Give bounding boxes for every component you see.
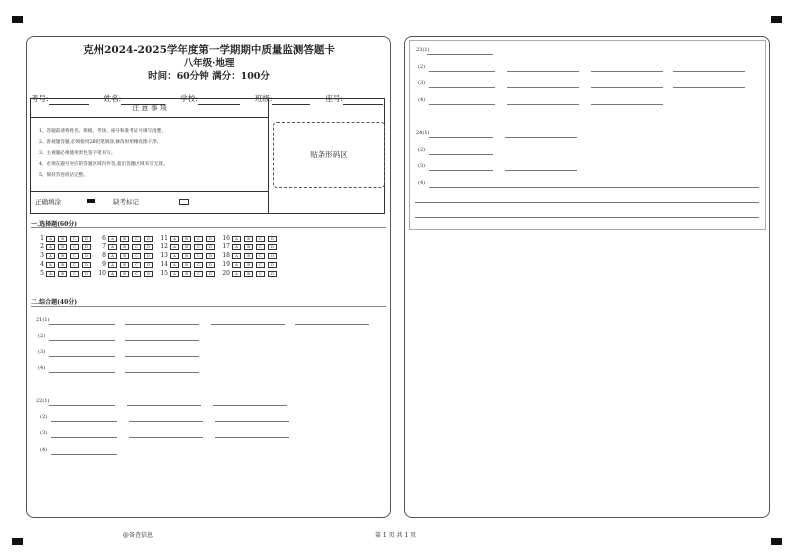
choice-bubble-d[interactable]: D [82,244,91,250]
answer-line[interactable] [125,340,199,341]
q22-3-label: (3) [40,430,48,436]
choice-question-17 [221,243,280,250]
q23-4-label: (4) [418,97,426,103]
left-answer-panel [26,36,391,518]
choice-bubble-b[interactable]: B [58,244,67,250]
notice-box [30,98,385,214]
choice-question-11 [159,235,218,242]
choice-question-5 [35,270,94,277]
answer-line[interactable] [415,202,759,203]
choice-bubble-c[interactable]: C [132,236,141,242]
question-number: 4 [40,261,44,268]
section1-heading: 一.选择题(60分) [31,221,78,228]
choice-bubble-b[interactable]: B [58,236,67,242]
barcode-area: 贴条形码区 [273,122,385,188]
choice-bubble-c[interactable]: C [132,244,141,250]
choice-bubble-c[interactable]: C [132,253,141,259]
question-number: 8 [102,252,106,259]
question-number: 3 [40,252,44,259]
answer-line[interactable] [507,104,579,105]
choice-bubble-b[interactable]: B [120,271,129,277]
choice-bubble-a[interactable]: A [232,236,241,242]
choice-bubble-a[interactable]: A [232,271,241,277]
answer-line[interactable] [49,372,115,373]
notice-item: 4、必须在题号对应的答题区域内作答,超出答题区域书写无效。 [39,162,168,167]
answer-line[interactable] [51,421,117,422]
section1-rule [31,227,386,228]
choice-bubble-b[interactable]: B [120,236,129,242]
choice-question-7 [97,243,156,250]
q22-4-label: (4) [40,447,48,453]
choice-question-2 [35,243,94,250]
school-label: 学校: [180,94,198,103]
choice-bubble-a[interactable]: A [232,262,241,268]
name-label: 姓名: [103,94,122,103]
registration-mark-bottom-right [771,538,782,545]
choice-bubble-d[interactable]: D [144,262,153,268]
question-number: 11 [160,235,168,242]
answer-line[interactable] [125,372,199,373]
choice-bubble-a[interactable]: A [108,236,117,242]
choice-bubble-b[interactable]: B [182,262,191,268]
choice-question-4 [35,261,94,268]
choice-question-8 [97,252,156,259]
q23-2-label: (2) [418,64,426,70]
right-answer-panel [404,36,770,518]
choice-bubble-b[interactable]: B [120,244,129,250]
answer-line[interactable] [429,170,493,171]
choice-bubble-a[interactable]: A [232,253,241,259]
answer-line[interactable] [295,324,369,325]
choice-bubble-c[interactable]: C [70,253,79,259]
notice-item: 2、客观题答题,必须使用2B铅笔填涂,修改时用橡皮擦干净。 [39,140,162,145]
absent-mark-checkbox[interactable] [179,199,189,205]
choice-bubble-a[interactable]: A [108,262,117,268]
choice-question-15 [159,270,218,277]
page-number: 第 1 页 共 1 页 [375,532,417,539]
q21-4-label: (4) [38,365,46,371]
question-number: 14 [160,261,168,268]
question-number: 20 [222,270,230,277]
choice-bubble-d[interactable]: D [144,253,153,259]
answer-line[interactable] [211,324,285,325]
choice-bubble-b[interactable]: B [244,253,253,259]
choice-bubble-b[interactable]: B [182,244,191,250]
answer-line[interactable] [507,87,579,88]
choice-bubble-b[interactable]: B [120,253,129,259]
answer-line[interactable] [213,405,287,406]
choice-bubble-a[interactable]: A [170,271,179,277]
choice-bubble-c[interactable]: C [194,262,203,268]
choice-bubble-d[interactable]: D [144,236,153,242]
question-number: 9 [102,261,106,268]
question-number: 6 [102,235,106,242]
choice-bubble-d[interactable]: D [144,271,153,277]
choice-bubble-d[interactable]: D [82,262,91,268]
question-number: 18 [222,252,230,259]
choice-bubble-b[interactable]: B [244,262,253,268]
answer-line[interactable] [51,454,117,455]
answer-line[interactable] [51,437,117,438]
question-number: 1 [40,235,44,242]
answer-line[interactable] [591,104,663,105]
answer-line[interactable] [49,324,115,325]
question-number: 5 [40,270,44,277]
registration-mark-top-left [12,16,23,23]
choice-question-16 [221,235,280,242]
answer-line[interactable] [591,71,663,72]
answer-line[interactable] [505,170,577,171]
choice-bubble-c[interactable]: C [194,271,203,277]
choice-bubble-a[interactable]: A [46,236,55,242]
section2-heading: 二.综合题(40分) [31,299,78,306]
choice-question-9 [97,261,156,268]
question-number: 12 [160,243,168,250]
answer-line[interactable] [129,421,203,422]
choice-bubble-a[interactable]: A [46,253,55,259]
q22-2-label: (2) [40,414,48,420]
answer-line[interactable] [429,137,493,138]
notice-divider [268,99,269,213]
question-number: 13 [160,252,168,259]
q24-2-label: (2) [418,147,426,153]
q21-1-label: 21(1) [36,317,50,323]
answer-line[interactable] [427,54,493,55]
class-label: 班级: [254,94,273,103]
choice-bubble-b[interactable]: B [58,262,67,268]
answer-line[interactable] [429,104,495,105]
answer-line[interactable] [429,187,759,188]
q22-1-label: 22(1) [36,398,50,404]
choice-bubble-d[interactable]: D [206,271,215,277]
choice-bubble-d[interactable]: D [206,253,215,259]
question-number: 16 [222,235,230,242]
question-number: 19 [222,261,230,268]
choice-bubble-d[interactable]: D [268,262,277,268]
choice-question-1 [35,235,94,242]
answer-line[interactable] [125,356,199,357]
choice-bubble-a[interactable]: A [108,244,117,250]
sheet-title: 克州2024-2025学年度第一学期期中质量监测答题卡 [83,44,335,56]
notice-item: 1、答题前请将姓名、班级、考场、座号和准考证号填写清楚。 [39,129,166,134]
sheet-grade: 八年级·地理 [183,58,235,69]
choice-bubble-a[interactable]: A [108,271,117,277]
choice-bubble-b[interactable]: B [182,253,191,259]
section2-rule [31,306,386,307]
q24-1-label: 24(1) [416,130,430,136]
answer-line[interactable] [127,405,201,406]
answer-line[interactable] [49,405,115,406]
choice-bubble-b[interactable]: B [58,271,67,277]
choice-bubble-d[interactable]: D [268,271,277,277]
answer-line[interactable] [49,356,115,357]
choice-bubble-b[interactable]: B [244,236,253,242]
q21-3-label: (3) [38,349,46,355]
choice-bubble-d[interactable]: D [268,244,277,250]
choice-bubble-d[interactable]: D [206,262,215,268]
answer-line[interactable] [215,437,289,438]
choice-bubble-d[interactable]: D [82,253,91,259]
choice-question-13 [159,252,218,259]
choice-bubble-c[interactable]: C [194,236,203,242]
choice-bubble-c[interactable]: C [132,271,141,277]
choice-bubble-b[interactable]: B [58,253,67,259]
choice-bubble-c[interactable]: C [256,236,265,242]
choice-bubble-c[interactable]: C [70,236,79,242]
choice-bubble-a[interactable]: A [46,244,55,250]
notice-item: 5、保持答卷清洁完整。 [39,173,88,178]
answer-line[interactable] [129,437,203,438]
answer-line[interactable] [49,340,115,341]
q24-4-label: (4) [418,180,426,186]
answer-line[interactable] [591,87,663,88]
answer-line[interactable] [429,154,493,155]
exam-no-label: 考号: [31,94,49,103]
choice-bubble-c[interactable]: C [256,262,265,268]
question-number: 10 [98,270,106,277]
choice-bubble-d[interactable]: D [268,253,277,259]
choice-bubble-b[interactable]: B [182,236,191,242]
sheet-time-score: 时间：60分钟 满分：100分 [148,71,270,82]
question-number: 15 [160,270,168,277]
answer-line[interactable] [429,87,495,88]
registration-mark-bottom-left [12,538,23,545]
choice-question-20 [221,270,280,277]
choice-question-18 [221,252,280,259]
q21-2-label: (2) [38,333,46,339]
choice-question-6 [97,235,156,242]
footer-note: @备查信息 [123,532,154,539]
q23-1-label: 23(1) [416,47,430,53]
answer-line[interactable] [429,71,495,72]
choice-bubble-c[interactable]: C [70,271,79,277]
correct-fill-label: 正确填涂 [35,198,61,206]
choice-bubble-a[interactable]: A [46,262,55,268]
choice-bubble-c[interactable]: C [194,253,203,259]
choice-question-10 [97,270,156,277]
choice-bubble-a[interactable]: A [170,253,179,259]
choice-question-3 [35,252,94,259]
choice-bubble-c[interactable]: C [256,271,265,277]
choice-bubble-d[interactable]: D [82,271,91,277]
answer-line[interactable] [505,137,577,138]
q23-3-label: (3) [418,80,426,86]
choice-bubble-c[interactable]: C [70,244,79,250]
absent-mark-label: 缺考标记 [113,198,139,206]
answer-line[interactable] [415,217,759,218]
choice-bubble-c[interactable]: C [70,262,79,268]
answer-line[interactable] [507,71,579,72]
notice-item: 3、主观题必须使用黑色签字笔书写。 [39,151,116,156]
notice-bottom-rule [31,191,268,192]
choice-bubble-a[interactable]: A [170,244,179,250]
answer-line[interactable] [215,421,289,422]
choice-bubble-d[interactable]: D [144,244,153,250]
answer-line[interactable] [673,71,745,72]
choice-bubble-a[interactable]: A [232,244,241,250]
choice-bubble-b[interactable]: B [244,271,253,277]
choice-question-12 [159,243,218,250]
choice-question-19 [221,261,280,268]
choice-bubble-b[interactable]: B [244,244,253,250]
choice-question-14 [159,261,218,268]
choice-bubble-d[interactable]: D [268,236,277,242]
registration-mark-top-right [771,16,782,23]
choice-bubble-b[interactable]: B [182,271,191,277]
answer-line[interactable] [673,87,745,88]
choice-bubble-c[interactable]: C [256,253,265,259]
choice-bubble-b[interactable]: B [120,262,129,268]
choice-bubble-d[interactable]: D [206,244,215,250]
seat-label: 座号: [325,94,344,103]
notice-title: 注 意 事 项 [31,99,269,118]
correct-fill-sample-icon [87,199,95,203]
answer-line[interactable] [125,324,199,325]
choice-bubble-c[interactable]: C [132,262,141,268]
question-number: 17 [222,243,230,250]
question-number: 2 [40,243,44,250]
question-number: 7 [102,243,106,250]
choice-bubble-d[interactable]: D [82,236,91,242]
q24-3-label: (3) [418,163,426,169]
choice-bubble-a[interactable]: A [170,262,179,268]
choice-bubble-d[interactable]: D [206,236,215,242]
choice-bubble-a[interactable]: A [46,271,55,277]
choice-bubble-a[interactable]: A [170,236,179,242]
choice-bubble-c[interactable]: C [256,244,265,250]
choice-bubble-c[interactable]: C [194,244,203,250]
choice-bubble-a[interactable]: A [108,253,117,259]
